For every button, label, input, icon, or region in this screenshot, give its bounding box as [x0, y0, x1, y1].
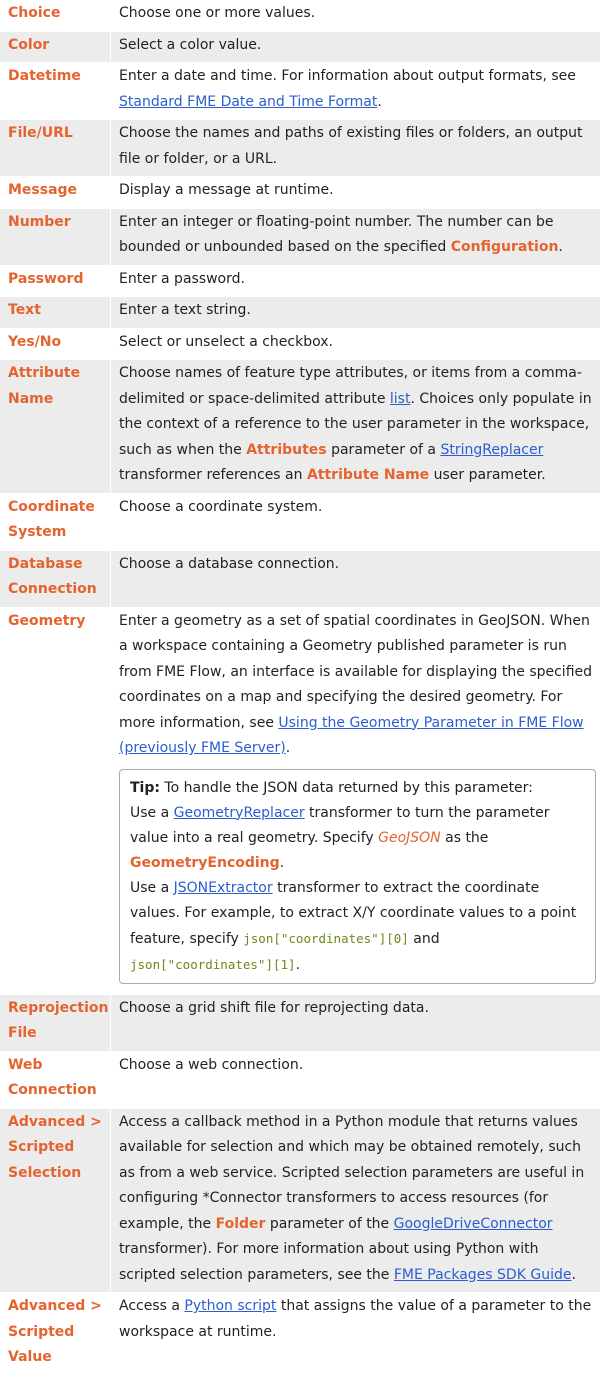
table-row: [0, 297, 600, 329]
description-text: .: [279, 854, 285, 871]
parameter-type-name: Database Connection: [0, 551, 111, 607]
description-text: transformer to turn the parameter value into a real geometry. Specify: [130, 804, 550, 846]
code-snippet: json["coordinates"][1]: [130, 956, 296, 972]
parameter-type-description: [111, 266, 600, 297]
table-row: [0, 1109, 600, 1294]
description-text: Choose a coordinate system.: [119, 498, 323, 515]
inline-link[interactable]: Python script: [184, 1298, 277, 1314]
table-row: [0, 120, 600, 177]
description-text: Enter a geometry as a set of spatial coordinates in GeoJSON. When a workspace containing a Geometry published parameter is run from FME Flow, an interface is available for displaying the specified coordinates on a map and specifying the desired geometry. For more information, see: [119, 612, 593, 731]
parameter-type-description: [111, 209, 600, 265]
tip-box: [119, 769, 596, 984]
inline-link[interactable]: Using the Geometry Parameter in FME Flow (previously FME Server): [119, 714, 584, 756]
table-row: [0, 608, 600, 995]
tip-line: [130, 876, 586, 978]
keyword-text: Attribute Name: [306, 467, 430, 483]
parameter-type-name: Password: [0, 266, 111, 297]
inline-link[interactable]: JSONExtractor: [173, 879, 273, 896]
description-text: Use a: [130, 804, 174, 821]
description-text: that assigns the value of a parameter to the workspace at runtime.: [119, 1298, 592, 1340]
description-text: . Choices only populate in the context of a reference to the user parameter in the workspace, such as when the: [119, 390, 592, 458]
description-text: Display a message at runtime.: [119, 182, 334, 198]
table-row: [0, 32, 600, 64]
parameter-type-description: [111, 608, 600, 994]
parameter-type-description: [111, 120, 600, 176]
table-row: [0, 177, 600, 209]
parameter-type-description: [111, 551, 600, 607]
parameter-type-description: [111, 1109, 600, 1293]
description-text: parameter of a: [326, 441, 441, 458]
description-text: Choose a grid shift file for reprojecting data.: [119, 999, 429, 1016]
description-text: Select or unselect a checkbox.: [119, 333, 333, 350]
inline-link[interactable]: list: [389, 390, 411, 407]
description-text: To handle the JSON data returned by this parameter:: [159, 779, 533, 796]
parameter-type-name: Advanced > Scripted Selection: [0, 1109, 111, 1293]
parameter-type-name: File/URL: [0, 120, 111, 176]
parameter-type-description: [111, 494, 600, 550]
description-text: Choose names of feature type attributes, or items from a comma-delimited or space-delimited attribute: [119, 365, 582, 407]
table-row: [0, 329, 600, 361]
parameter-type-description: [111, 995, 600, 1051]
description-text: .: [295, 956, 301, 973]
inline-link[interactable]: StringReplacer: [440, 441, 544, 458]
description-text: .: [285, 740, 291, 756]
table-row: [0, 995, 600, 1052]
parameter-type-description: [111, 177, 600, 208]
inline-link[interactable]: GeometryReplacer: [173, 804, 305, 821]
code-snippet: json["coordinates"][0]: [243, 930, 409, 946]
description-text: as the: [440, 829, 489, 846]
keyword-text: GeometryEncoding: [130, 854, 280, 871]
table-row: [0, 1293, 600, 1376]
description-text: .: [558, 239, 563, 255]
parameter-type-name: Coordinate System: [0, 494, 111, 550]
table-row: [0, 209, 600, 266]
parameter-type-description: [111, 0, 600, 31]
parameter-type-name: Datetime: [0, 63, 111, 119]
table-row: [0, 360, 600, 494]
description-text: transformer). For more information about using Python with scripted selection parameters, see the: [119, 1241, 539, 1283]
table-row: [0, 551, 600, 608]
table-row: [0, 266, 600, 298]
description-text: user parameter.: [429, 467, 546, 483]
parameter-type-name: Geometry: [0, 608, 111, 994]
italic-term: GeoJSON: [378, 829, 441, 846]
table-row: [0, 0, 600, 32]
description-text: Access a callback method in a Python module that returns values available for selection and which may be obtained remotely, such as from a web service. Scripted selection parameters are useful in configuring *Connector transformers to access resources (for example, the: [119, 1113, 585, 1232]
table-row: [0, 63, 600, 120]
description-text: parameter of the: [265, 1215, 394, 1232]
description-text: Enter an integer or floating-point number. The number can be bounded or unbounded based on the specified: [119, 213, 554, 255]
parameter-type-description: [111, 1293, 600, 1375]
description-text: Enter a date and time. For information about output formats, see: [119, 68, 576, 84]
parameter-type-description: [111, 360, 600, 493]
description-text: Use a: [130, 879, 174, 896]
description-text: Select a color value.: [119, 36, 262, 53]
description-text: transformer references an: [119, 467, 307, 483]
parameter-type-description: [111, 63, 600, 119]
table-row: [0, 1052, 600, 1109]
parameter-type-name: Color: [0, 32, 111, 63]
description-text: transformer to extract the coordinate values. For example, to extract X/Y coordinate values to a point feature, specify: [130, 879, 577, 947]
parameter-type-name: Choice: [0, 0, 111, 31]
table-row: [0, 494, 600, 551]
description-text: Choose a web connection.: [119, 1056, 304, 1073]
parameter-type-name: Yes/No: [0, 329, 111, 360]
bold-label: Tip:: [130, 779, 160, 796]
parameter-type-name: Text: [0, 297, 111, 328]
tip-line: [130, 801, 586, 876]
description-text: Choose the names and paths of existing files or folders, an output file or folder, or a URL.: [119, 125, 583, 167]
description-text: Choose one or more values.: [119, 5, 316, 21]
keyword-text: Folder: [215, 1215, 266, 1232]
parameter-type-description: [111, 329, 600, 360]
parameter-type-description: [111, 32, 600, 63]
keyword-text: Attributes: [246, 441, 327, 458]
parameter-type-name: Web Connection: [0, 1052, 111, 1108]
description-text: and: [408, 930, 440, 947]
keyword-text: Configuration: [450, 239, 559, 255]
inline-link[interactable]: Standard FME Date and Time Format: [119, 93, 378, 110]
parameter-type-name: Reprojection File: [0, 995, 111, 1051]
parameter-type-name: Message: [0, 177, 111, 208]
description-text: Enter a text string.: [119, 302, 251, 318]
description-text: Access a: [119, 1298, 185, 1314]
description-text: Choose a database connection.: [119, 555, 340, 572]
description-text: .: [377, 93, 382, 110]
parameter-type-name: Attribute Name: [0, 360, 111, 493]
parameter-type-description: [111, 297, 600, 328]
tip-line: [130, 776, 586, 801]
inline-link[interactable]: GoogleDriveConnector: [393, 1215, 553, 1232]
parameter-type-description: [111, 1052, 600, 1108]
inline-link[interactable]: FME Packages SDK Guide: [393, 1266, 572, 1283]
description-text: Enter a password.: [119, 270, 245, 287]
parameter-type-name: Number: [0, 209, 111, 265]
parameter-type-name: Advanced > Scripted Value: [0, 1293, 111, 1375]
description-text: .: [571, 1266, 576, 1283]
